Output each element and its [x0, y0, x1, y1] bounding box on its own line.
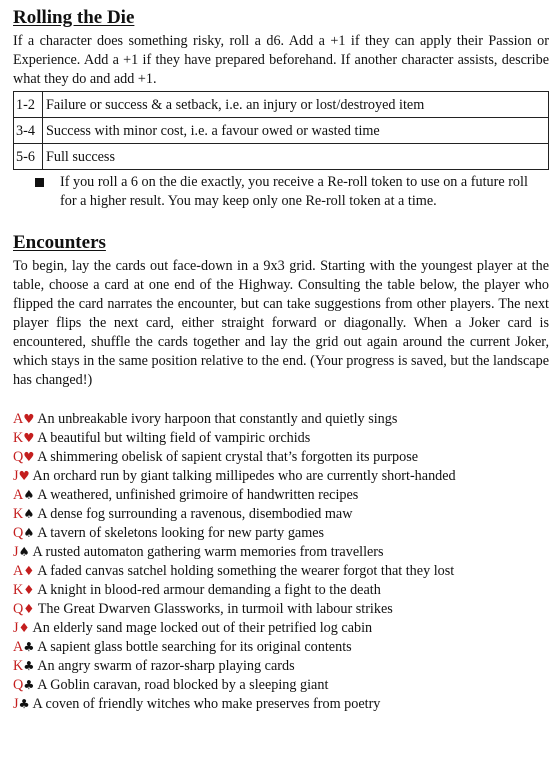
encounter-text: A shimmering obelisk of sapient crystal that’s forgotten its purpose	[37, 449, 419, 465]
card-rank: A	[13, 487, 24, 503]
list-item	[13, 542, 549, 561]
card-rank: J	[13, 468, 19, 484]
card-suit-icon: ♦	[18, 620, 30, 635]
encounter-text: A faded canvas satchel holding something the wearer forgot that they lost	[37, 563, 455, 579]
card-suit-icon: ♠	[23, 487, 35, 502]
list-item	[13, 599, 549, 618]
card-suit-icon: ♥	[23, 449, 35, 464]
encounter-text: A beautiful but wilting field of vampiric orchids	[37, 430, 311, 446]
encounters-title: Encounters	[13, 232, 106, 253]
encounter-text: The Great Dwarven Glassworks, in turmoil with labour strikes	[37, 601, 393, 617]
roll-range: 3-4	[14, 118, 43, 144]
card-rank: K	[13, 582, 24, 598]
card-rank: Q	[13, 601, 24, 617]
roll-range: 1-2	[14, 92, 43, 118]
card-rank: K	[13, 658, 24, 674]
card-rank: A	[13, 411, 24, 427]
roll-table	[13, 91, 549, 170]
list-item	[13, 618, 549, 637]
card-suit-icon: ♠	[23, 506, 35, 521]
card-rank: J	[13, 620, 19, 636]
card-suit-icon: ♣	[18, 696, 30, 711]
list-item	[13, 466, 549, 485]
document-page	[13, 6, 549, 713]
table-row	[14, 92, 549, 118]
encounter-text: An orchard run by giant talking millipedes who are currently short-handed	[32, 468, 456, 484]
encounter-text: A weathered, unfinished grimoire of handwritten recipes	[37, 487, 359, 503]
roll-result: Failure or success & a setback, i.e. an injury or lost/destroyed item	[43, 92, 549, 118]
encounter-text: A rusted automaton gathering warm memories from travellers	[32, 544, 384, 560]
encounters-section	[13, 231, 549, 713]
list-item	[13, 656, 549, 675]
list-item	[13, 637, 549, 656]
list-item	[13, 580, 549, 599]
encounter-text: A tavern of skeletons looking for new party games	[37, 525, 325, 541]
list-item	[13, 694, 549, 713]
card-rank: J	[13, 544, 19, 560]
list-item	[13, 485, 549, 504]
card-suit-icon: ♦	[23, 582, 35, 597]
card-suit-icon: ♥	[23, 411, 35, 426]
card-suit-icon: ♣	[23, 677, 35, 692]
card-suit-icon: ♦	[23, 601, 35, 616]
roll-range: 5-6	[14, 144, 43, 170]
rolling-intro: If a character does something risky, roll a d6. Add a +1 if they can apply their Passion or Experience. Add a +1 if they have prepared beforehand. If another character assists, describe what they do and add +1.	[13, 33, 549, 87]
list-item	[13, 447, 549, 466]
encounter-text: A dense fog surrounding a ravenous, disembodied maw	[37, 506, 353, 522]
list-item	[13, 409, 549, 428]
card-rank: A	[13, 563, 24, 579]
card-suit-icon: ♣	[23, 658, 35, 673]
encounters-intro: To begin, lay the cards out face-down in a 9x3 grid. Starting with the youngest player at the table, choose a card at one end of the Highway. Consulting the table below, the player who flipped the card narrates the encounter, but can take suggestions from other players. The next player flips the next card, either straight forward or diagonally. When a Joker card is encountered, shuffle the cards together and lay the grid out again around the current Joker, which stays in the same position relative to the end. (Your progress is saved, but the landscape has changed!)	[13, 258, 549, 388]
reroll-note: If you roll a 6 on the die exactly, you receive a Re-roll token to use on a future roll for a higher result. You may keep only one Re-roll token at a time.	[60, 174, 528, 209]
list-item	[13, 561, 549, 580]
card-rank: Q	[13, 449, 24, 465]
card-rank: A	[13, 639, 24, 655]
list-item	[13, 523, 549, 542]
table-row	[14, 144, 549, 170]
encounter-text: A knight in blood-red armour demanding a fight to the death	[37, 582, 381, 598]
roll-result: Full success	[43, 144, 549, 170]
encounter-text: A sapient glass bottle searching for its original contents	[37, 639, 352, 655]
card-rank: K	[13, 506, 24, 522]
square-bullet-icon	[35, 178, 44, 187]
list-item	[13, 428, 549, 447]
encounter-text: A Goblin caravan, road blocked by a sleeping giant	[37, 677, 329, 693]
encounter-text: An elderly sand mage locked out of their petrified log cabin	[32, 620, 373, 636]
card-rank: Q	[13, 677, 24, 693]
reroll-bullet	[13, 173, 549, 211]
card-suit-icon: ♣	[23, 639, 35, 654]
card-rank: K	[13, 430, 24, 446]
card-suit-icon: ♦	[23, 563, 35, 578]
card-rank: J	[13, 696, 19, 712]
encounter-text: A coven of friendly witches who make preserves from poetry	[32, 696, 381, 712]
rolling-title: Rolling the Die	[13, 7, 135, 28]
table-row	[14, 118, 549, 144]
encounter-text: An unbreakable ivory harpoon that constantly and quietly sings	[37, 411, 398, 427]
roll-result: Success with minor cost, i.e. a favour owed or wasted time	[43, 118, 549, 144]
card-suit-icon: ♠	[18, 544, 30, 559]
encounter-list	[13, 409, 549, 713]
card-suit-icon: ♠	[23, 525, 35, 540]
list-item	[13, 504, 549, 523]
encounter-text: An angry swarm of razor-sharp playing cards	[37, 658, 295, 674]
rolling-section	[13, 6, 549, 211]
list-item	[13, 675, 549, 694]
card-suit-icon: ♥	[23, 430, 35, 445]
card-rank: Q	[13, 525, 24, 541]
card-suit-icon: ♥	[18, 468, 30, 483]
